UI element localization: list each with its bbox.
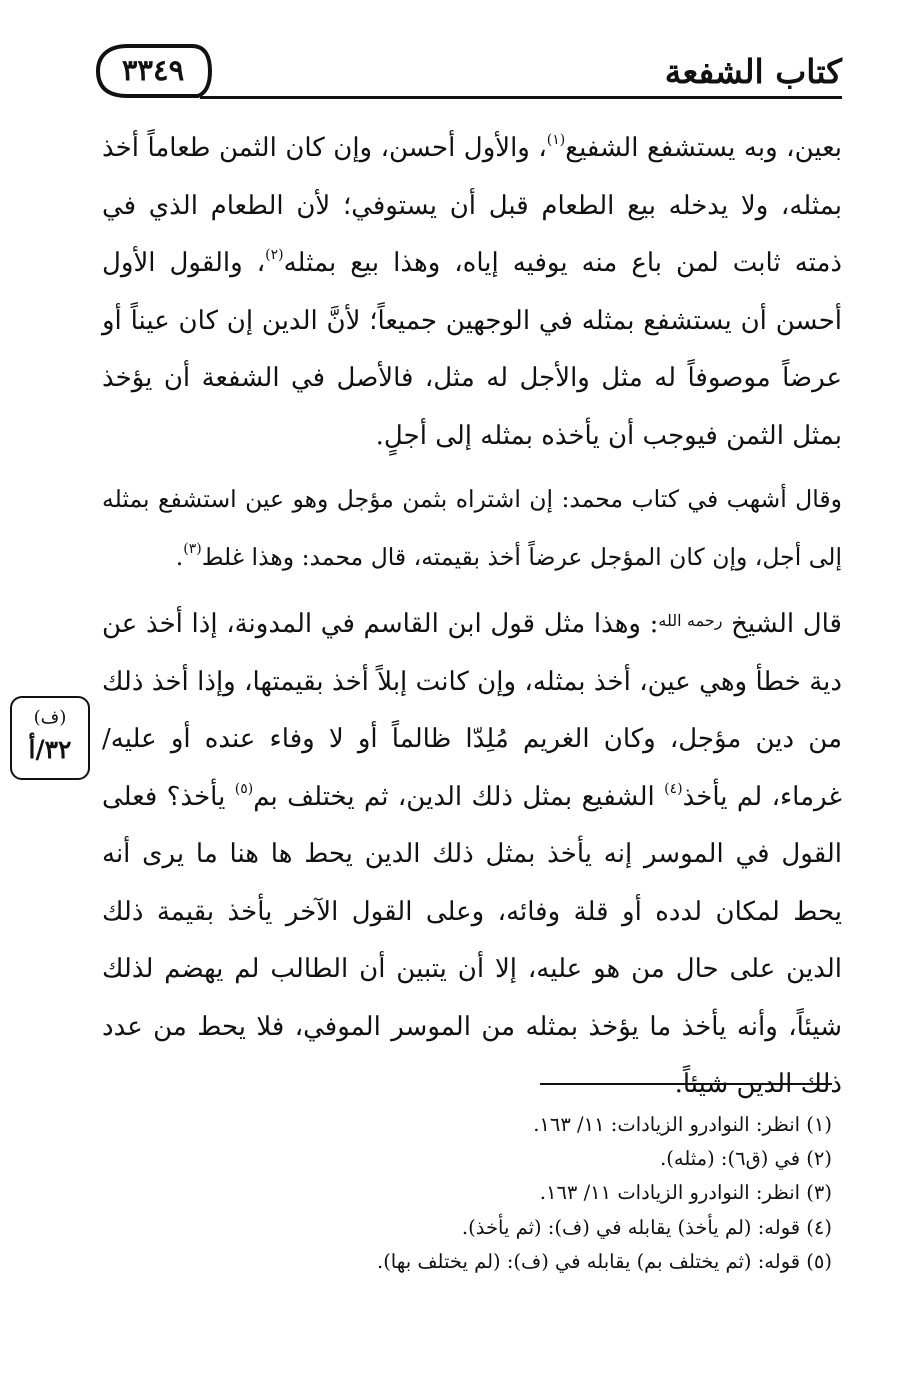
paragraph-3 <box>102 592 842 1114</box>
footnote-ref-4: (٤) <box>664 780 683 797</box>
paragraph-1 <box>102 120 842 465</box>
paragraph-2 <box>102 471 842 586</box>
paragraph-3-part-2: : وهذا مثل قول ابن القاسم في المدونة، إذا أخذ عن دية خطأ وهي عين، أخذ بمثله، وإن كانت إبلاً أخذ بقيمتها، وإذا أخذ ذلك من دين مؤجل، وكان الغريم مُلِدّا ظالماً أو لا وفاء عنده أو عليه/ غرماء، لم يأخذ <box>102 609 842 812</box>
header-rule <box>200 96 842 99</box>
paragraph-2-part-2: . <box>175 542 184 571</box>
paragraph-3-part-4: يأخذ؟ فعلى القول في الموسر إنه يأخذ بمثل ذلك الدين يحط ها هنا ما يرى أنه يحط لمكان لدده أو قلة وفائه، وعلى القول الآخر يأخذ بقيمة ذلك الدين على حال من هو عليه، إلا أن يتبين أن الطالب لم يهضم لذلك شيئاً، وأنه يأخذ ما يؤخذ بمثله من الموسر الموفي، فلا يحط من عدد ذلك الدين شيئاً. <box>102 781 842 1099</box>
footnotes <box>72 1108 832 1279</box>
page-number-frame <box>94 40 212 102</box>
paragraph-1-part-1: بعين، وبه يستشفع الشفيع <box>565 133 842 163</box>
honorific-ligature: رحمه الله <box>658 611 723 630</box>
footnote-3: (٣) انظر: النوادرو الزيادات ١١/ ١٦٣. <box>539 1181 832 1205</box>
manuscript-folio: ٣٢/أ <box>28 734 72 764</box>
paragraph-3-part-3: الشفيع بمثل ذلك الدين، ثم يختلف بم <box>253 781 665 812</box>
footnote-ref-2: (٢) <box>265 247 284 263</box>
footnote-separator <box>540 1083 832 1085</box>
footnote-ref-1: (١) <box>546 132 566 148</box>
footnote-1: (١) انظر: النوادرو الزيادات: ١١/ ١٦٣. <box>533 1113 832 1136</box>
page-number: ٣٣٤٩ <box>121 53 185 87</box>
footnote-ref-3: (٣) <box>183 540 202 557</box>
paragraph-1-part-3: ، والقول الأول أحسن أن يستشفع بمثله في الوجهين جميعاً؛ لأنَّ الدين إن كان عيناً أو عرضاً موصوفاً له مثل والأجل له مثل، فالأصل في الشفعة أن يؤخذ بمثل الثمن فيوجب أن يأخذه بمثله إلى أجلٍ. <box>102 248 842 451</box>
footnote-ref-5: (٥) <box>234 780 254 797</box>
paragraph-1-part-2: ، والأول أحسن، وإن كان الثمن طعاماً أخذ بمثله، ولا يدخله بيع الطعام قبل أن يستوفي؛ لأن الطعام الذي في ذمته ثابت لمن باع منه يوفيه إياه، وهذا بيع بمثله <box>102 133 842 278</box>
running-header-title: كتاب الشفعة <box>664 52 842 91</box>
paragraph-2-part-1: وقال أشهب في كتاب محمد: إن اشتراه بثمن مؤجل وهو عين استشفع بمثله إلى أجل، وإن كان المؤجل عرضاً أخذ بقيمته، قال محمد: وهذا غلط <box>102 485 842 571</box>
manuscript-siglum: (ف) <box>33 707 67 728</box>
manuscript-folio-note <box>10 696 90 780</box>
main-text <box>102 120 842 1114</box>
footnote-2: (٢) في (ق٦): (مثله). <box>660 1147 832 1171</box>
footnote-5: (٥) قوله: (ثم يختلف بم) يقابله في (ف): (لم يختلف بها). <box>377 1249 832 1273</box>
paragraph-3-part-1: قال الشيخ <box>731 609 842 639</box>
footnote-4: (٤) قوله: (لم يأخذ) يقابله في (ف): (ثم يأخذ). <box>461 1215 832 1239</box>
